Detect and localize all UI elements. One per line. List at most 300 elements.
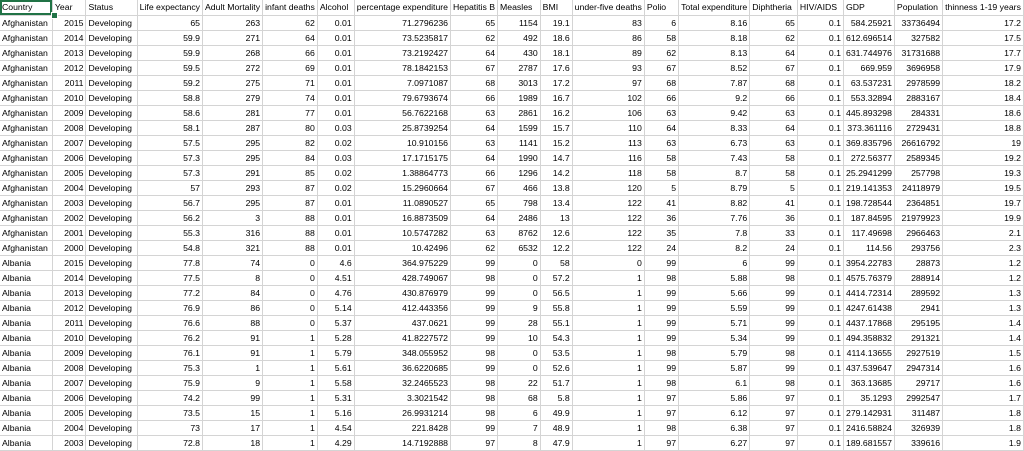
- cell[interactable]: 66: [750, 90, 798, 105]
- cell[interactable]: 9: [498, 300, 541, 315]
- cell[interactable]: 98: [750, 375, 798, 390]
- cell[interactable]: 798: [498, 195, 541, 210]
- cell[interactable]: 75.9: [137, 375, 202, 390]
- cell[interactable]: 6: [644, 15, 678, 30]
- cell[interactable]: 0.03: [317, 120, 354, 135]
- cell[interactable]: 99: [750, 300, 798, 315]
- cell[interactable]: 18: [203, 435, 263, 450]
- cell[interactable]: 0: [263, 270, 318, 285]
- cell[interactable]: 65: [451, 195, 498, 210]
- cell[interactable]: 428.749067: [354, 270, 450, 285]
- cell[interactable]: 68: [498, 390, 541, 405]
- cell[interactable]: 279: [203, 90, 263, 105]
- cell[interactable]: 6.12: [679, 405, 750, 420]
- cell[interactable]: 59.2: [137, 75, 202, 90]
- cell[interactable]: 29717: [894, 375, 942, 390]
- cell[interactable]: 19.7: [943, 195, 1024, 210]
- cell[interactable]: 321: [203, 240, 263, 255]
- cell[interactable]: Afghanistan: [0, 195, 52, 210]
- cell[interactable]: 63: [750, 135, 798, 150]
- cell[interactable]: 53.5: [540, 345, 572, 360]
- cell[interactable]: 88: [263, 225, 318, 240]
- cell[interactable]: Albania: [0, 345, 52, 360]
- cell[interactable]: 26616792: [894, 135, 942, 150]
- cell[interactable]: 2015: [52, 255, 86, 270]
- cell[interactable]: Developing: [86, 45, 137, 60]
- cell[interactable]: 1: [263, 360, 318, 375]
- cell[interactable]: 0.02: [317, 180, 354, 195]
- cell[interactable]: 584.25921: [843, 15, 894, 30]
- cell[interactable]: 79.6793674: [354, 90, 450, 105]
- cell[interactable]: 494.358832: [843, 330, 894, 345]
- cell[interactable]: 68: [750, 75, 798, 90]
- cell[interactable]: 0.02: [317, 165, 354, 180]
- cell[interactable]: 0.1: [797, 15, 843, 30]
- cell[interactable]: 58: [750, 165, 798, 180]
- cell[interactable]: 198.728544: [843, 195, 894, 210]
- cell[interactable]: 19.3: [943, 165, 1024, 180]
- cell[interactable]: 0.1: [797, 330, 843, 345]
- cell[interactable]: 18.1: [540, 45, 572, 60]
- cell[interactable]: 2014: [52, 270, 86, 285]
- cell[interactable]: 2005: [52, 165, 86, 180]
- cell[interactable]: 4.54: [317, 420, 354, 435]
- cell[interactable]: 288914: [894, 270, 942, 285]
- cell[interactable]: 80: [263, 120, 318, 135]
- cell[interactable]: 5.14: [317, 300, 354, 315]
- cell[interactable]: 1.5: [943, 345, 1024, 360]
- cell[interactable]: 0.01: [317, 105, 354, 120]
- cell[interactable]: 56.7622168: [354, 105, 450, 120]
- cell[interactable]: 1989: [498, 90, 541, 105]
- cell[interactable]: 5.28: [317, 330, 354, 345]
- cell[interactable]: 58: [540, 255, 572, 270]
- cell[interactable]: 93: [572, 60, 644, 75]
- cell[interactable]: Afghanistan: [0, 90, 52, 105]
- cell[interactable]: Albania: [0, 300, 52, 315]
- cell[interactable]: 257798: [894, 165, 942, 180]
- cell[interactable]: 0.1: [797, 270, 843, 285]
- cell[interactable]: 36.6220685: [354, 360, 450, 375]
- cell[interactable]: 0.1: [797, 420, 843, 435]
- cell[interactable]: 0: [263, 300, 318, 315]
- cell[interactable]: 73.5: [137, 405, 202, 420]
- cell[interactable]: 98: [644, 375, 678, 390]
- cell[interactable]: Albania: [0, 255, 52, 270]
- header-cell[interactable]: Hepatitis B: [451, 0, 498, 15]
- cell[interactable]: 122: [572, 210, 644, 225]
- cell[interactable]: 21979923: [894, 210, 942, 225]
- cell[interactable]: 1: [263, 390, 318, 405]
- cell[interactable]: Developing: [86, 150, 137, 165]
- cell[interactable]: 0.1: [797, 165, 843, 180]
- cell[interactable]: Albania: [0, 315, 52, 330]
- cell[interactable]: 22: [498, 375, 541, 390]
- cell[interactable]: 0.1: [797, 180, 843, 195]
- cell[interactable]: 466: [498, 180, 541, 195]
- cell[interactable]: 66: [451, 90, 498, 105]
- cell[interactable]: 0.01: [317, 60, 354, 75]
- cell[interactable]: 2861: [498, 105, 541, 120]
- header-cell[interactable]: under-five deaths: [572, 0, 644, 15]
- cell[interactable]: 17.9: [943, 60, 1024, 75]
- cell[interactable]: 1.4: [943, 330, 1024, 345]
- header-cell[interactable]: Year: [52, 0, 86, 15]
- cell[interactable]: Afghanistan: [0, 225, 52, 240]
- cell[interactable]: 5.87: [679, 360, 750, 375]
- cell[interactable]: 63: [451, 225, 498, 240]
- cell[interactable]: Afghanistan: [0, 60, 52, 75]
- cell[interactable]: 2883167: [894, 90, 942, 105]
- cell[interactable]: 293756: [894, 240, 942, 255]
- cell[interactable]: 1: [572, 300, 644, 315]
- cell[interactable]: 66: [644, 90, 678, 105]
- cell[interactable]: 6: [498, 405, 541, 420]
- cell[interactable]: 86: [203, 300, 263, 315]
- cell[interactable]: 0.1: [797, 105, 843, 120]
- cell[interactable]: 2014: [52, 30, 86, 45]
- cell[interactable]: 2787: [498, 60, 541, 75]
- cell[interactable]: 65: [451, 15, 498, 30]
- cell[interactable]: 59.9: [137, 45, 202, 60]
- cell[interactable]: 295: [203, 195, 263, 210]
- cell[interactable]: 437.539647: [843, 360, 894, 375]
- cell[interactable]: 64: [750, 45, 798, 60]
- cell[interactable]: 0.1: [797, 390, 843, 405]
- cell[interactable]: 6: [679, 255, 750, 270]
- cell[interactable]: 18.6: [943, 105, 1024, 120]
- cell[interactable]: 99: [644, 300, 678, 315]
- cell[interactable]: 295: [203, 150, 263, 165]
- cell[interactable]: 2009: [52, 105, 86, 120]
- cell[interactable]: 12.6: [540, 225, 572, 240]
- cell[interactable]: 5.79: [679, 345, 750, 360]
- cell[interactable]: 83: [572, 15, 644, 30]
- cell[interactable]: 24118979: [894, 180, 942, 195]
- cell[interactable]: 65: [137, 15, 202, 30]
- cell[interactable]: 18.2: [943, 75, 1024, 90]
- cell[interactable]: 2947314: [894, 360, 942, 375]
- cell[interactable]: 25.8739254: [354, 120, 450, 135]
- cell[interactable]: 1.2: [943, 270, 1024, 285]
- cell[interactable]: 99: [451, 255, 498, 270]
- cell[interactable]: 0.01: [317, 195, 354, 210]
- cell[interactable]: 0.1: [797, 255, 843, 270]
- cell[interactable]: 271: [203, 30, 263, 45]
- cell[interactable]: 68: [451, 75, 498, 90]
- header-cell[interactable]: percentage expenditure: [354, 0, 450, 15]
- cell[interactable]: Developing: [86, 30, 137, 45]
- cell[interactable]: Albania: [0, 330, 52, 345]
- cell[interactable]: 73: [137, 420, 202, 435]
- cell[interactable]: 2005: [52, 405, 86, 420]
- cell[interactable]: 6532: [498, 240, 541, 255]
- header-cell[interactable]: Population: [894, 0, 942, 15]
- cell[interactable]: 1.38864773: [354, 165, 450, 180]
- cell[interactable]: 1.8: [943, 405, 1024, 420]
- cell[interactable]: 99: [451, 360, 498, 375]
- cell[interactable]: 2013: [52, 45, 86, 60]
- cell[interactable]: 316: [203, 225, 263, 240]
- cell[interactable]: 78.1842153: [354, 60, 450, 75]
- cell[interactable]: 0: [263, 255, 318, 270]
- cell[interactable]: 8.79: [679, 180, 750, 195]
- cell[interactable]: 1: [572, 435, 644, 450]
- cell[interactable]: 2978599: [894, 75, 942, 90]
- cell[interactable]: 291: [203, 165, 263, 180]
- cell[interactable]: 15.2: [540, 135, 572, 150]
- cell[interactable]: 272.56377: [843, 150, 894, 165]
- cell[interactable]: Developing: [86, 195, 137, 210]
- cell[interactable]: 3696958: [894, 60, 942, 75]
- cell[interactable]: 13: [540, 210, 572, 225]
- cell[interactable]: 54.3: [540, 330, 572, 345]
- cell[interactable]: 97: [572, 75, 644, 90]
- cell[interactable]: 2003: [52, 195, 86, 210]
- cell[interactable]: Developing: [86, 135, 137, 150]
- cell[interactable]: 16.8873509: [354, 210, 450, 225]
- cell[interactable]: 10.910156: [354, 135, 450, 150]
- cell[interactable]: 1.6: [943, 375, 1024, 390]
- cell[interactable]: 62: [451, 240, 498, 255]
- cell[interactable]: Developing: [86, 240, 137, 255]
- cell[interactable]: 102: [572, 90, 644, 105]
- cell[interactable]: 19.5: [943, 180, 1024, 195]
- cell[interactable]: 0: [498, 285, 541, 300]
- cell[interactable]: 553.32894: [843, 90, 894, 105]
- cell[interactable]: 6.73: [679, 135, 750, 150]
- cell[interactable]: 1141: [498, 135, 541, 150]
- cell[interactable]: 412.443356: [354, 300, 450, 315]
- cell[interactable]: 62: [644, 45, 678, 60]
- cell[interactable]: 19.1: [540, 15, 572, 30]
- cell[interactable]: Developing: [86, 255, 137, 270]
- cell[interactable]: 15.2960664: [354, 180, 450, 195]
- cell[interactable]: 364.975229: [354, 255, 450, 270]
- cell[interactable]: Developing: [86, 165, 137, 180]
- cell[interactable]: 54.8: [137, 240, 202, 255]
- cell[interactable]: Afghanistan: [0, 120, 52, 135]
- cell[interactable]: 64: [451, 210, 498, 225]
- cell[interactable]: 55.8: [540, 300, 572, 315]
- cell[interactable]: 57.5: [137, 135, 202, 150]
- cell[interactable]: 1: [572, 330, 644, 345]
- cell[interactable]: Developing: [86, 360, 137, 375]
- cell[interactable]: 8.7: [679, 165, 750, 180]
- cell[interactable]: 4.51: [317, 270, 354, 285]
- cell[interactable]: 77.5: [137, 270, 202, 285]
- cell[interactable]: 57: [137, 180, 202, 195]
- cell[interactable]: 437.0621: [354, 315, 450, 330]
- cell[interactable]: 77.2: [137, 285, 202, 300]
- header-cell[interactable]: Diphtheria: [750, 0, 798, 15]
- cell[interactable]: 1.9: [943, 435, 1024, 450]
- cell[interactable]: Developing: [86, 405, 137, 420]
- cell[interactable]: 24: [750, 240, 798, 255]
- cell[interactable]: Albania: [0, 270, 52, 285]
- cell[interactable]: 32.2465523: [354, 375, 450, 390]
- cell[interactable]: 24: [644, 240, 678, 255]
- cell[interactable]: 68: [644, 75, 678, 90]
- cell[interactable]: 5.8: [540, 390, 572, 405]
- cell[interactable]: 1.7: [943, 390, 1024, 405]
- cell[interactable]: 99: [750, 330, 798, 345]
- cell[interactable]: 8.52: [679, 60, 750, 75]
- cell[interactable]: 0.1: [797, 300, 843, 315]
- cell[interactable]: 15: [203, 405, 263, 420]
- cell[interactable]: 8.13: [679, 45, 750, 60]
- cell[interactable]: 58.8: [137, 90, 202, 105]
- cell[interactable]: 16.7: [540, 90, 572, 105]
- cell[interactable]: 2015: [52, 15, 86, 30]
- cell[interactable]: 5: [644, 180, 678, 195]
- cell[interactable]: 98: [644, 345, 678, 360]
- cell[interactable]: 98: [750, 270, 798, 285]
- cell[interactable]: 8.2: [679, 240, 750, 255]
- cell[interactable]: 99: [644, 315, 678, 330]
- cell[interactable]: 1.2: [943, 255, 1024, 270]
- cell[interactable]: 114.56: [843, 240, 894, 255]
- cell[interactable]: 1990: [498, 150, 541, 165]
- cell[interactable]: 1: [263, 405, 318, 420]
- cell[interactable]: Afghanistan: [0, 180, 52, 195]
- cell[interactable]: 293: [203, 180, 263, 195]
- cell[interactable]: 99: [644, 255, 678, 270]
- cell[interactable]: 17: [203, 420, 263, 435]
- cell[interactable]: 74: [263, 90, 318, 105]
- cell[interactable]: 268: [203, 45, 263, 60]
- cell[interactable]: 2.1: [943, 225, 1024, 240]
- cell[interactable]: 7.43: [679, 150, 750, 165]
- cell[interactable]: 28873: [894, 255, 942, 270]
- cell[interactable]: 0.1: [797, 375, 843, 390]
- cell[interactable]: 59.5: [137, 60, 202, 75]
- cell[interactable]: 2486: [498, 210, 541, 225]
- cell[interactable]: 97: [644, 390, 678, 405]
- cell[interactable]: 58: [644, 30, 678, 45]
- cell[interactable]: 57.3: [137, 165, 202, 180]
- cell[interactable]: 41.8227572: [354, 330, 450, 345]
- header-cell[interactable]: Total expenditure: [679, 0, 750, 15]
- cell[interactable]: 69: [263, 60, 318, 75]
- cell[interactable]: 0.01: [317, 90, 354, 105]
- header-cell[interactable]: Status: [86, 0, 137, 15]
- cell[interactable]: 9.2: [679, 90, 750, 105]
- cell[interactable]: 85: [263, 165, 318, 180]
- cell[interactable]: 7: [498, 420, 541, 435]
- cell[interactable]: Developing: [86, 105, 137, 120]
- cell[interactable]: 219.141353: [843, 180, 894, 195]
- cell[interactable]: 51.7: [540, 375, 572, 390]
- cell[interactable]: 9: [203, 375, 263, 390]
- cell[interactable]: 295195: [894, 315, 942, 330]
- cell[interactable]: 14.7: [540, 150, 572, 165]
- cell[interactable]: 284331: [894, 105, 942, 120]
- cell[interactable]: 65: [750, 15, 798, 30]
- cell[interactable]: 0.01: [317, 225, 354, 240]
- cell[interactable]: 5.61: [317, 360, 354, 375]
- cell[interactable]: 98: [644, 420, 678, 435]
- header-cell[interactable]: BMI: [540, 0, 572, 15]
- cell[interactable]: 19.2: [943, 150, 1024, 165]
- cell[interactable]: Developing: [86, 390, 137, 405]
- cell[interactable]: 66: [451, 165, 498, 180]
- cell[interactable]: 5.37: [317, 315, 354, 330]
- cell[interactable]: 2992547: [894, 390, 942, 405]
- cell[interactable]: 17.6: [540, 60, 572, 75]
- cell[interactable]: 2011: [52, 315, 86, 330]
- cell[interactable]: Developing: [86, 225, 137, 240]
- cell[interactable]: 77: [263, 105, 318, 120]
- cell[interactable]: 4.29: [317, 435, 354, 450]
- cell[interactable]: 99: [750, 315, 798, 330]
- cell[interactable]: 87: [263, 195, 318, 210]
- cell[interactable]: 5.79: [317, 345, 354, 360]
- cell[interactable]: 99: [451, 285, 498, 300]
- cell[interactable]: 0.01: [317, 210, 354, 225]
- cell[interactable]: 63: [451, 105, 498, 120]
- cell[interactable]: 0.1: [797, 120, 843, 135]
- cell[interactable]: 76.2: [137, 330, 202, 345]
- cell[interactable]: 4414.72314: [843, 285, 894, 300]
- cell[interactable]: 5: [750, 180, 798, 195]
- cell[interactable]: 9.42: [679, 105, 750, 120]
- cell[interactable]: 1154: [498, 15, 541, 30]
- cell[interactable]: 73.2192427: [354, 45, 450, 60]
- cell[interactable]: 6.27: [679, 435, 750, 450]
- cell[interactable]: 75.3: [137, 360, 202, 375]
- cell[interactable]: 73.5235817: [354, 30, 450, 45]
- cell[interactable]: 1: [203, 360, 263, 375]
- cell[interactable]: 8: [203, 270, 263, 285]
- cell[interactable]: 76.6: [137, 315, 202, 330]
- cell[interactable]: 64: [451, 120, 498, 135]
- cell[interactable]: 0.01: [317, 240, 354, 255]
- cell[interactable]: 91: [203, 330, 263, 345]
- header-cell[interactable]: Life expectancy: [137, 0, 202, 15]
- cell[interactable]: Developing: [86, 60, 137, 75]
- cell[interactable]: 98: [451, 270, 498, 285]
- cell[interactable]: Afghanistan: [0, 210, 52, 225]
- cell[interactable]: 41: [644, 195, 678, 210]
- cell[interactable]: 113: [572, 135, 644, 150]
- cell[interactable]: 2012: [52, 300, 86, 315]
- header-cell[interactable]: GDP: [843, 0, 894, 15]
- cell[interactable]: 18.6: [540, 30, 572, 45]
- cell[interactable]: 1296: [498, 165, 541, 180]
- header-cell[interactable]: Polio: [644, 0, 678, 15]
- cell[interactable]: 19: [943, 135, 1024, 150]
- cell[interactable]: 91: [203, 345, 263, 360]
- cell[interactable]: 13.4: [540, 195, 572, 210]
- cell[interactable]: 63.537231: [843, 75, 894, 90]
- cell[interactable]: 2364851: [894, 195, 942, 210]
- cell[interactable]: 98: [451, 405, 498, 420]
- cell[interactable]: 17.2: [540, 75, 572, 90]
- cell[interactable]: 122: [572, 195, 644, 210]
- cell[interactable]: 2006: [52, 390, 86, 405]
- cell[interactable]: 35: [644, 225, 678, 240]
- cell[interactable]: 122: [572, 225, 644, 240]
- cell[interactable]: 6.38: [679, 420, 750, 435]
- cell[interactable]: 0.01: [317, 45, 354, 60]
- cell[interactable]: 76.9: [137, 300, 202, 315]
- cell[interactable]: 2011: [52, 75, 86, 90]
- cell[interactable]: 0: [572, 255, 644, 270]
- cell[interactable]: 295: [203, 135, 263, 150]
- cell[interactable]: 116: [572, 150, 644, 165]
- cell[interactable]: 2004: [52, 420, 86, 435]
